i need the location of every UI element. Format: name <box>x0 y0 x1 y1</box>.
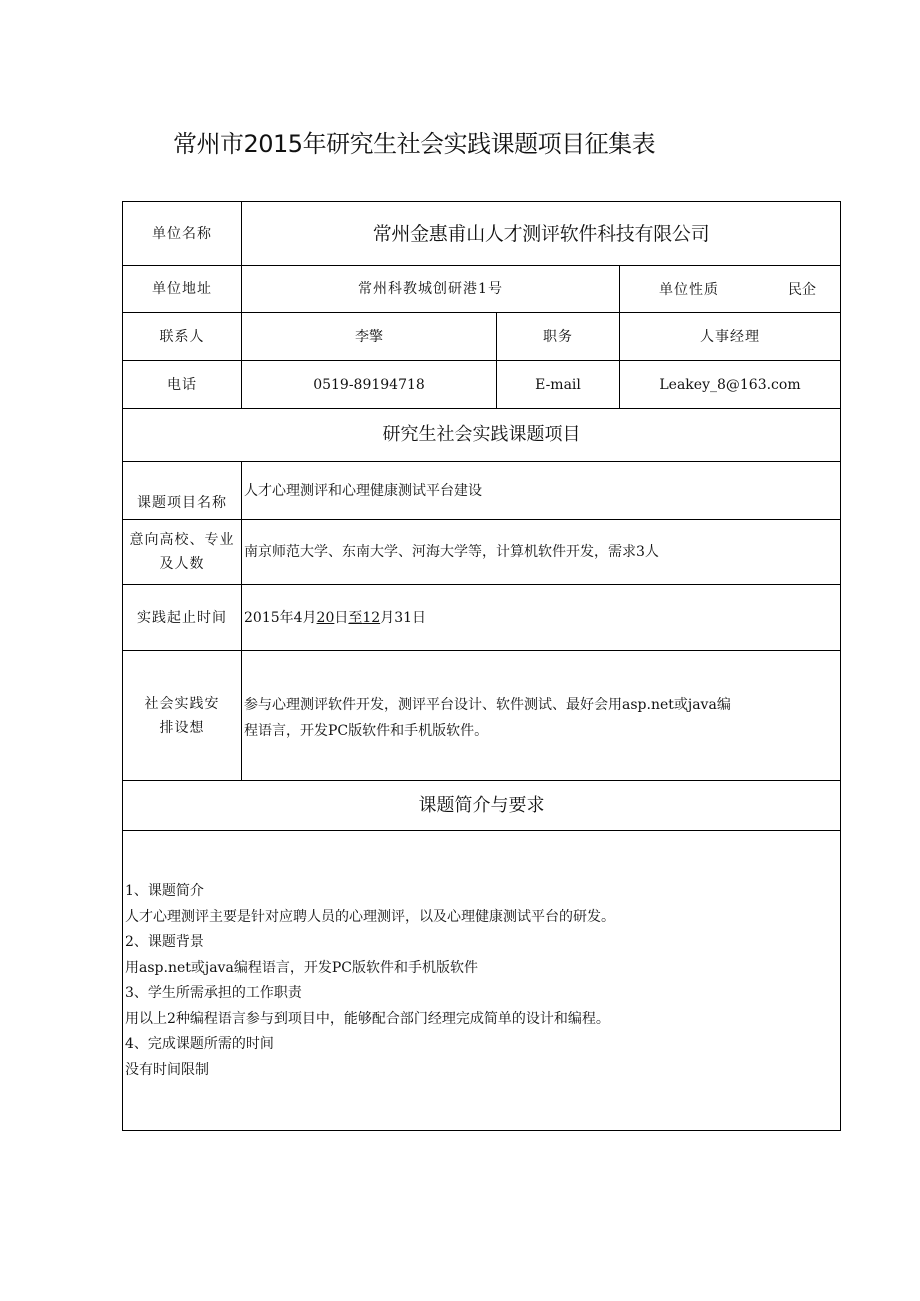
project-target-value: 南京师范大学、东南大学、河海大学等，计算机软件开发，需求3人 <box>241 519 841 585</box>
project-name-value: 人才心理测评和心理健康测试平台建设 <box>241 461 841 520</box>
unit-address-label: 单位地址 <box>122 265 242 313</box>
period-day-suffix: 日 <box>334 609 349 626</box>
unit-nature-label: 单位性质 <box>659 282 719 298</box>
contact-phone-value: 0519-89194718 <box>241 360 497 409</box>
project-plan-label-line1: 社会实践安 <box>144 695 220 712</box>
project-name-label: 课题项目名称 <box>122 461 242 520</box>
page-title: 常州市2015年研究生社会实践课题项目征集表 <box>173 130 656 158</box>
intro-heading-1: 1、课题简介 <box>125 883 204 899</box>
project-section-title: 研究生社会实践课题项目 <box>122 408 841 462</box>
contact-email-value: Leakey_8@163.com <box>619 360 841 409</box>
project-plan-label-line2: 排设想 <box>159 719 205 736</box>
period-to: 至 <box>348 609 363 626</box>
intro-text-4: 没有时间限制 <box>125 1061 209 1078</box>
contact-phone-label: 电话 <box>122 360 242 409</box>
project-plan-line1: 参与心理测评软件开发，测评平台设计、软件测试、最好会用asp.net或java编 <box>244 697 731 713</box>
unit-nature-value: 民企 <box>788 282 816 298</box>
contact-email-label: E-mail <box>496 360 620 409</box>
intro-text-3: 用以上2种编程语言参与到项目中，能够配合部门经理完成简单的设计和编程。 <box>125 1010 610 1027</box>
contact-position-value: 人事经理 <box>619 312 841 361</box>
unit-name-label: 单位名称 <box>122 201 242 266</box>
intro-section-title: 课题简介与要求 <box>122 780 841 831</box>
unit-address-value: 常州科教城创研港1号 <box>241 265 620 313</box>
period-end-month: 12 <box>362 609 381 626</box>
intro-heading-4: 4、完成课题所需的时间 <box>125 1036 274 1052</box>
unit-name-value: 常州金惠甫山人才测评软件科技有限公司 <box>241 201 841 266</box>
intro-heading-2: 2、课题背景 <box>125 934 204 950</box>
period-start-year-month: 2015年4月 <box>244 609 317 626</box>
project-period-label: 实践起止时间 <box>122 584 242 651</box>
period-start-day: 20 <box>316 609 335 626</box>
project-plan-label <box>122 650 242 781</box>
intro-text-2: 用asp.net或java编程语言，开发PC版软件和手机版软件 <box>125 959 478 976</box>
project-target-label-line1: 意向高校、专业 <box>129 532 235 548</box>
contact-person-label: 联系人 <box>122 312 242 361</box>
project-plan-value <box>241 650 841 781</box>
project-target-label-line2: 及人数 <box>159 556 205 572</box>
intro-heading-3: 3、学生所需承担的工作职责 <box>125 985 302 1001</box>
contact-person-value: 李擎 <box>241 312 497 361</box>
intro-body <box>122 830 841 1131</box>
period-end: 月31日 <box>380 609 427 626</box>
intro-text-1: 人才心理测评主要是针对应聘人员的心理测评，以及心理健康测试平台的研发。 <box>125 908 615 925</box>
project-period-value <box>241 584 841 651</box>
project-target-label <box>122 519 242 585</box>
project-plan-line2: 程语言，开发PC版软件和手机版软件。 <box>244 723 489 739</box>
contact-position-label: 职务 <box>496 312 620 361</box>
